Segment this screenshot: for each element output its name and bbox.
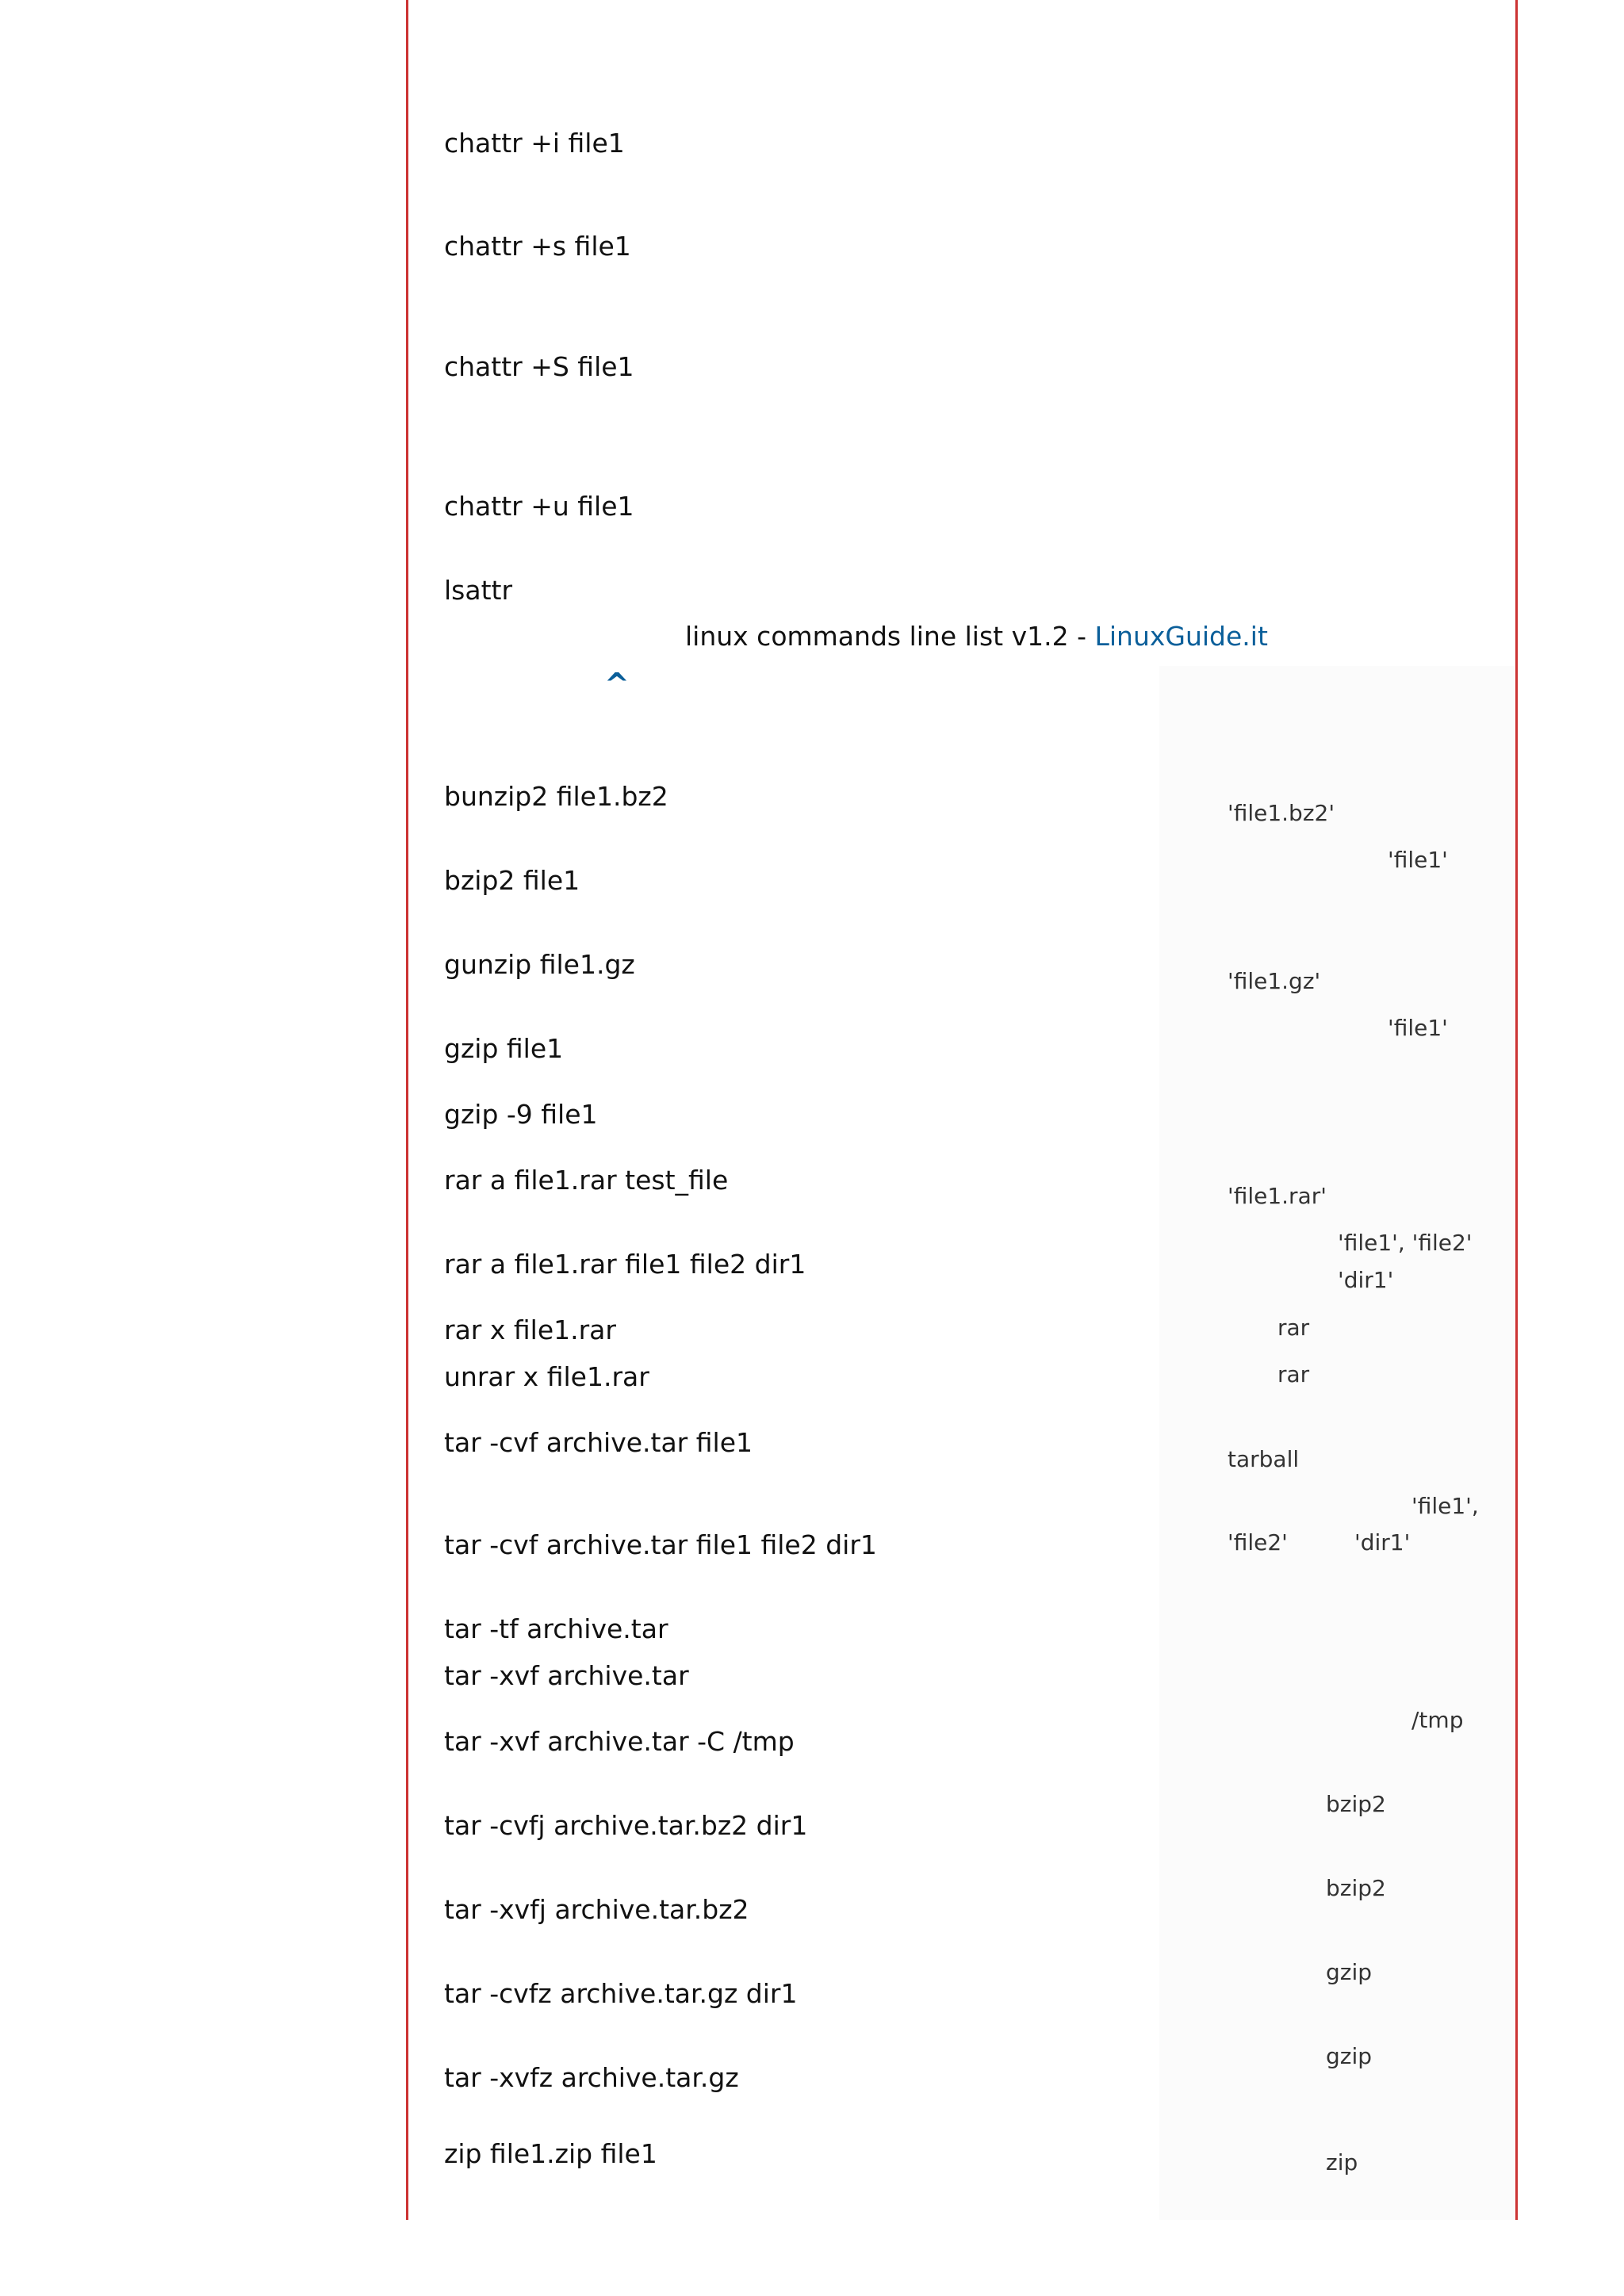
- description-fragment: bzip2: [1326, 1875, 1386, 1901]
- command-lsattr: lsattr: [444, 575, 513, 606]
- command-chattr-s: chattr +s file1: [444, 231, 631, 262]
- command-row: gzip -9 file1: [444, 1099, 598, 1130]
- command-row: zip file1.zip file1: [444, 2138, 657, 2169]
- description-fragment: rar: [1277, 1314, 1310, 1341]
- command-row: tar -cvfj archive.tar.bz2 dir1: [444, 1810, 808, 1841]
- description-fragment: 'dir1': [1354, 1529, 1411, 1556]
- description-fragment: /tmp: [1411, 1707, 1464, 1733]
- left-margin-rule: [406, 0, 408, 2220]
- command-chattr-S: chattr +S file1: [444, 351, 634, 382]
- description-fragment: 'file1', 'file2': [1338, 1230, 1473, 1256]
- description-fragment: gzip: [1326, 1959, 1373, 1985]
- command-row: rar a file1.rar test_file: [444, 1165, 729, 1196]
- document-page: [406, 0, 1518, 2220]
- description-column: [1159, 666, 1515, 2220]
- command-row: gzip file1: [444, 1033, 564, 1064]
- command-row: rar a file1.rar file1 file2 dir1: [444, 1249, 806, 1280]
- footer-text: linux commands line list v1.2 -: [685, 621, 1095, 652]
- command-row: unrar x file1.rar: [444, 1361, 649, 1392]
- command-row: rar x file1.rar: [444, 1314, 616, 1345]
- command-row: tar -xvfj archive.tar.bz2: [444, 1894, 749, 1925]
- command-row: gunzip file1.gz: [444, 949, 635, 980]
- command-row: tar -cvfz archive.tar.gz dir1: [444, 1978, 798, 2009]
- description-fragment: 'file1.rar': [1228, 1183, 1327, 1209]
- command-row: bunzip2 file1.bz2: [444, 781, 668, 812]
- description-fragment: 'dir1': [1338, 1267, 1394, 1293]
- description-fragment: 'file1': [1388, 1015, 1448, 1041]
- description-fragment: rar: [1277, 1361, 1310, 1387]
- linuxguide-link[interactable]: LinuxGuide.it: [1094, 621, 1268, 652]
- command-row: tar -xvfz archive.tar.gz: [444, 2062, 739, 2093]
- command-row: bzip2 file1: [444, 865, 580, 896]
- description-fragment: 'file1.gz': [1228, 968, 1321, 994]
- description-fragment: gzip: [1326, 2043, 1373, 2069]
- description-fragment: zip: [1326, 2149, 1358, 2175]
- description-fragment: 'file1',: [1411, 1493, 1479, 1519]
- description-fragment: 'file2': [1228, 1529, 1288, 1556]
- description-fragment: 'file1.bz2': [1228, 800, 1335, 826]
- page-footer: [685, 621, 1268, 652]
- command-row: tar -xvf archive.tar: [444, 1660, 689, 1691]
- command-row: tar -cvf archive.tar file1: [444, 1427, 753, 1458]
- command-row: tar -tf archive.tar: [444, 1613, 668, 1644]
- command-chattr-i: chattr +i file1: [444, 128, 625, 159]
- back-to-top-link[interactable]: ^: [604, 667, 630, 702]
- right-margin-rule: [1515, 0, 1518, 2220]
- command-chattr-u: chattr +u file1: [444, 491, 634, 522]
- description-fragment: 'file1': [1388, 847, 1448, 873]
- command-row: tar -xvf archive.tar -C /tmp: [444, 1726, 795, 1757]
- description-fragment: tarball: [1228, 1446, 1300, 1472]
- command-row: tar -cvf archive.tar file1 file2 dir1: [444, 1529, 877, 1560]
- description-fragment: bzip2: [1326, 1791, 1386, 1817]
